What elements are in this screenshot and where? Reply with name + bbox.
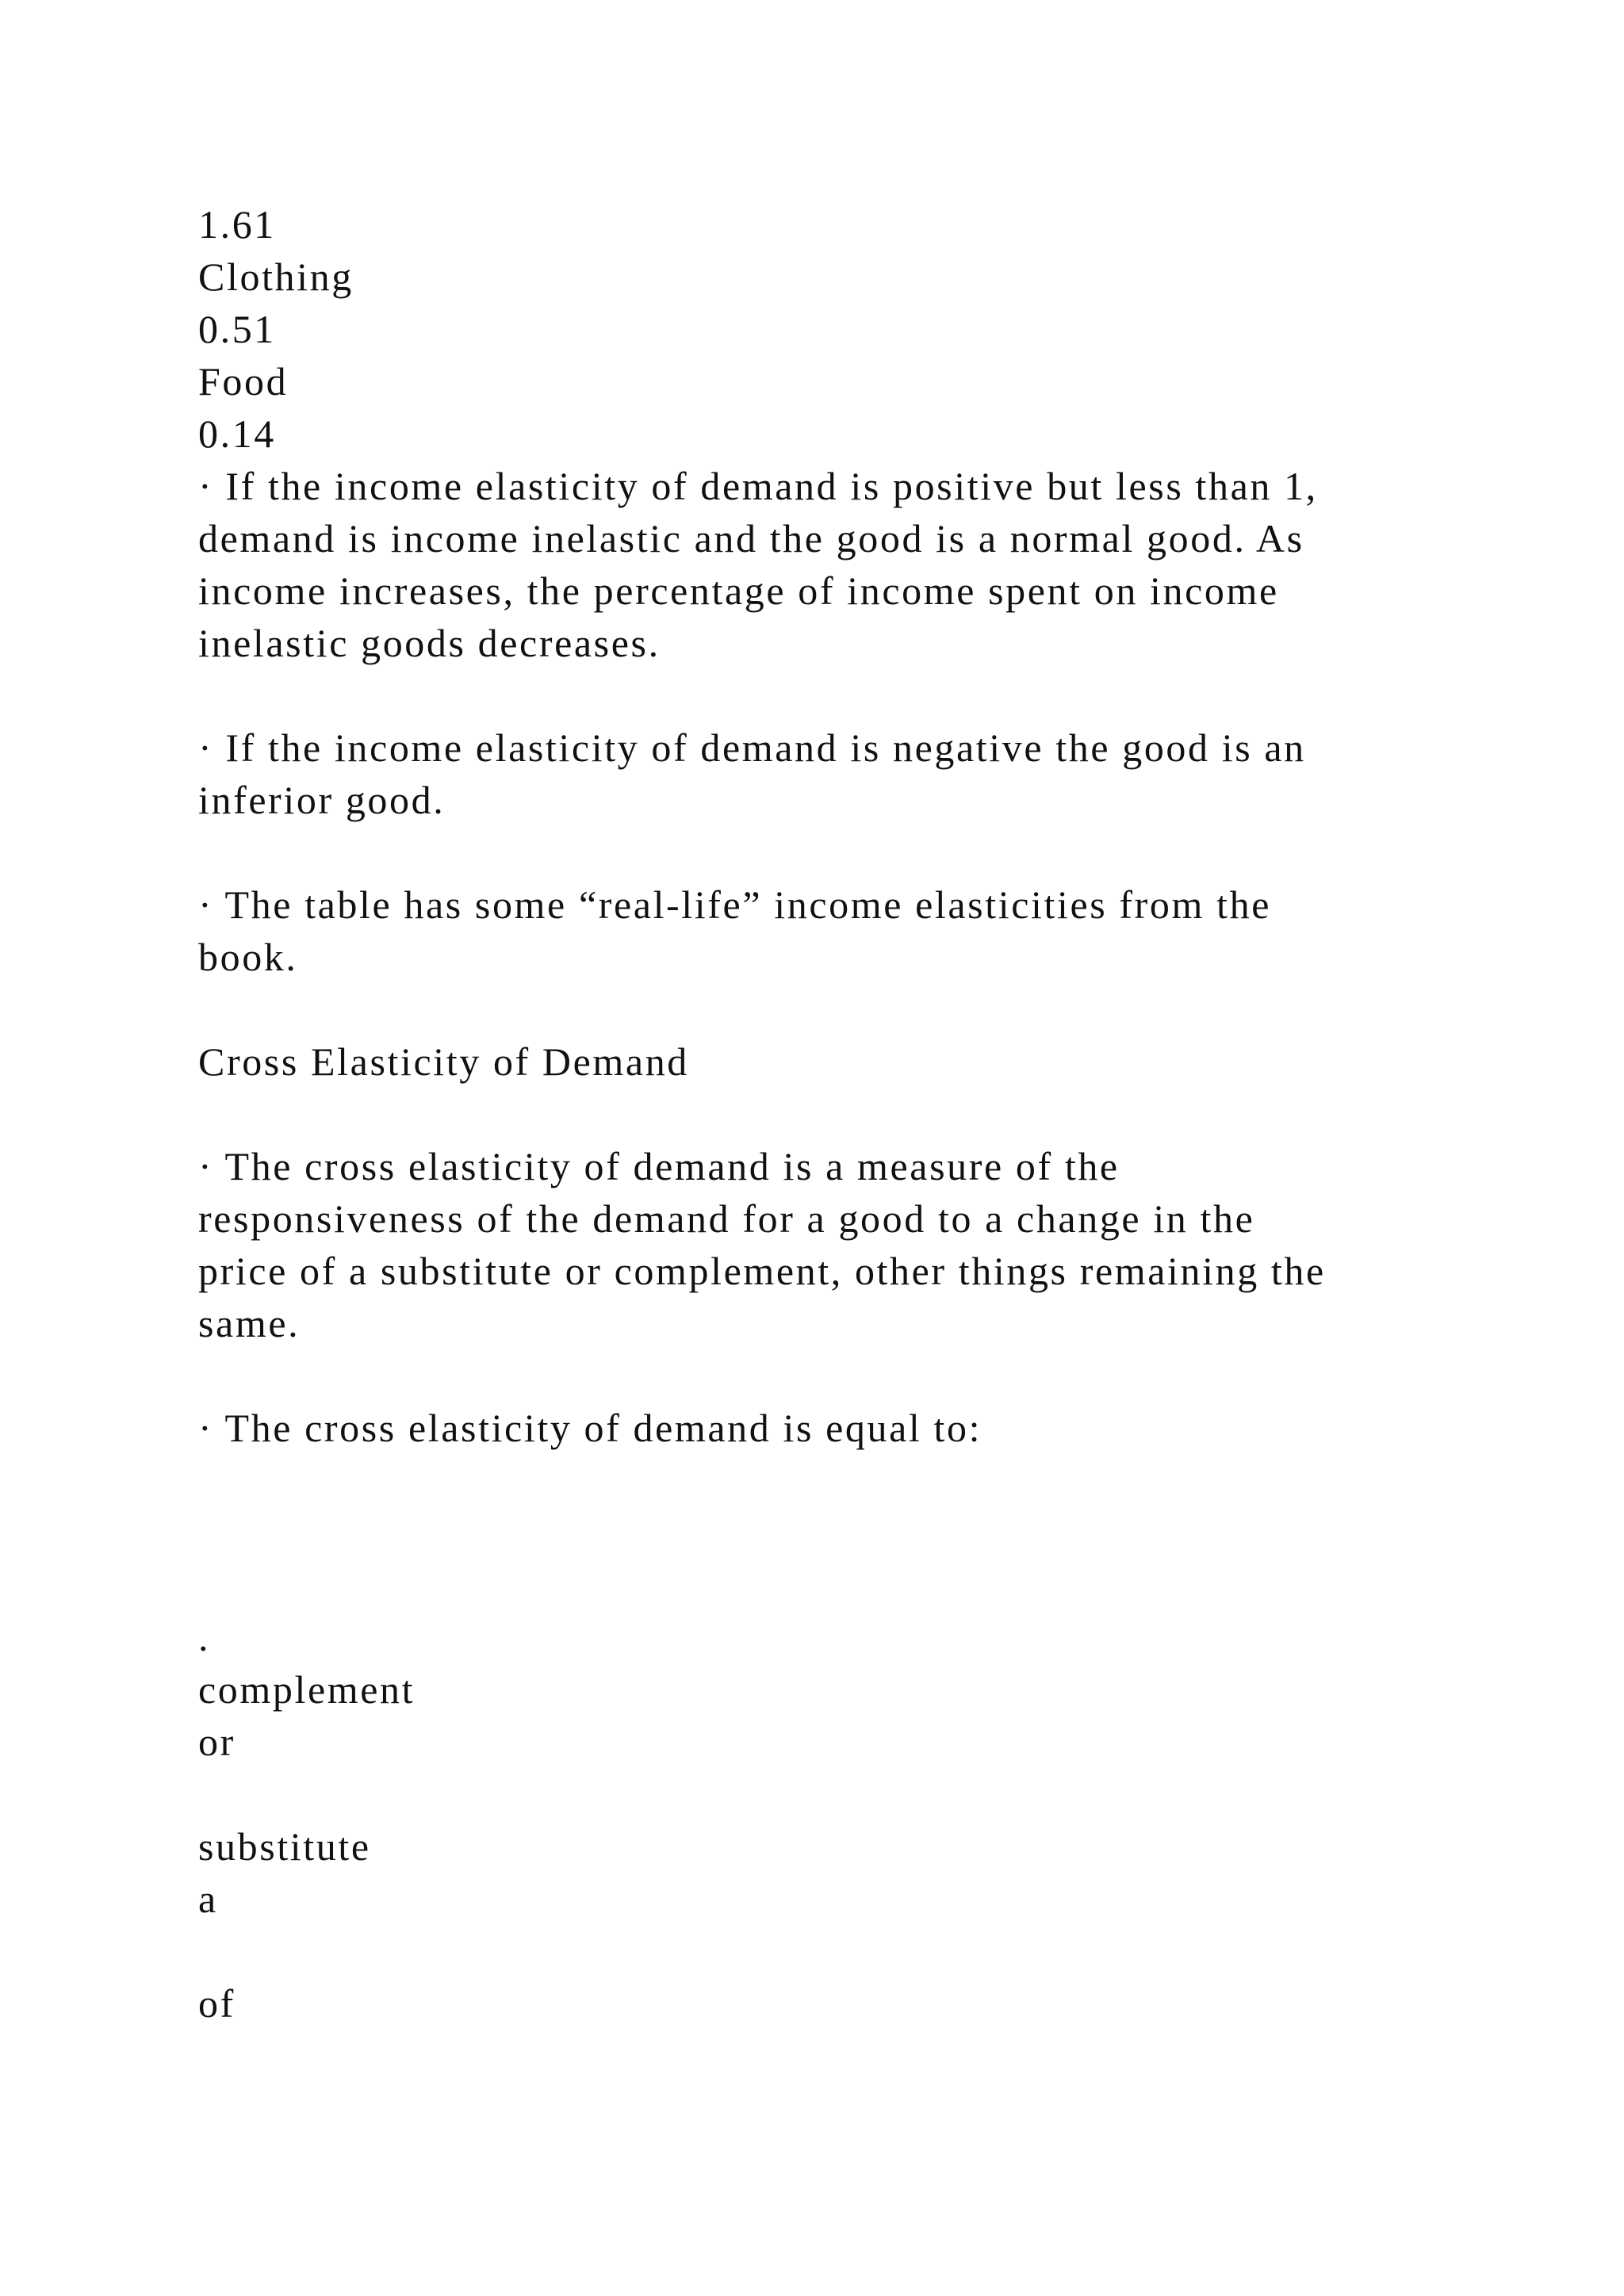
- text-line: demand is income inelastic and the good is a normal good. As: [198, 516, 1304, 561]
- text-line: 0.51: [198, 307, 276, 351]
- text-line: a: [198, 1877, 218, 1921]
- text-line: · If the income elasticity of demand is positive but less than 1,: [198, 464, 1318, 508]
- text-line: .: [198, 1615, 211, 1659]
- text-line: responsiveness of the demand for a good to a change in the: [198, 1196, 1255, 1241]
- text-line: inferior good.: [198, 778, 446, 822]
- text-line: · If the income elasticity of demand is negative the good is an: [198, 725, 1306, 770]
- text-line: price of a substitute or complement, other things remaining the: [198, 1249, 1326, 1293]
- text-line: or: [198, 1720, 236, 1764]
- text-line: Food: [198, 359, 289, 404]
- text-line: substitute: [198, 1824, 371, 1869]
- text-line: · The cross elasticity of demand is a measure of the: [198, 1144, 1120, 1188]
- text-line: inelastic goods decreases.: [198, 621, 661, 665]
- text-line: of: [198, 1981, 236, 2026]
- text-line: Clothing: [198, 254, 354, 299]
- text-line: · The table has some “real-life” income elasticities from the: [198, 882, 1272, 927]
- text-line: book.: [198, 935, 298, 979]
- text-line: complement: [198, 1667, 416, 1712]
- text-line: same.: [198, 1301, 301, 1345]
- text-line: income increases, the percentage of income spent on income: [198, 568, 1279, 613]
- text-line: 0.14: [198, 411, 276, 456]
- text-line: · The cross elasticity of demand is equal to:: [198, 1406, 982, 1450]
- section-heading: Cross Elasticity of Demand: [198, 1039, 689, 1084]
- text-line: 1.61: [198, 202, 276, 247]
